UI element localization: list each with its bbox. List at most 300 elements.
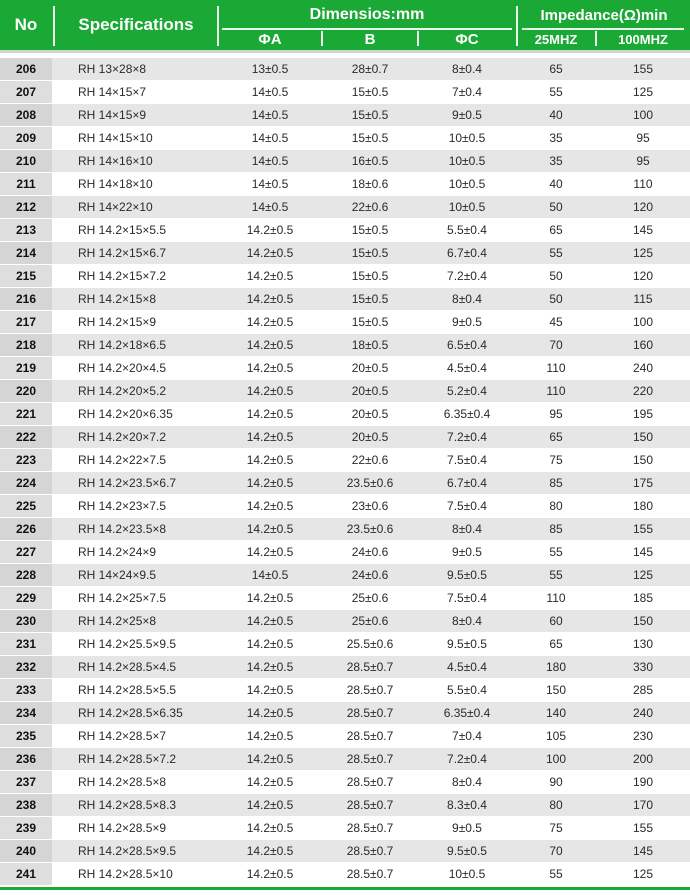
cell-phi-c: 7.5±0.4	[447, 453, 487, 467]
cell-phi-c: 8±0.4	[452, 62, 482, 76]
cell-no: 236	[0, 748, 52, 770]
cell-b: 15±0.5	[351, 269, 389, 283]
cell-phi-a: 14.2±0.5	[246, 384, 294, 398]
cell-phi-a: 14.2±0.5	[246, 223, 294, 237]
cell-b: 28.5±0.7	[346, 775, 394, 789]
cell-b: 22±0.6	[351, 453, 389, 467]
table-row	[0, 242, 690, 265]
cell-specification: RH 14.2×28.5×6.35	[78, 706, 183, 720]
cell-no: 221	[0, 403, 52, 425]
cell-b: 28.5±0.7	[346, 798, 394, 812]
cell-impedance-25mhz: 55	[549, 568, 563, 582]
cell-specification: RH 14.2×15×8	[78, 292, 157, 306]
cell-specification: RH 14.2×15×6.7	[78, 246, 167, 260]
cell-impedance-25mhz: 100	[545, 752, 567, 766]
cell-b: 28±0.7	[351, 62, 389, 76]
cell-impedance-25mhz: 85	[549, 522, 563, 536]
cell-phi-a: 14.2±0.5	[246, 683, 294, 697]
cell-b: 28.5±0.7	[346, 729, 394, 743]
cell-impedance-25mhz: 75	[549, 453, 563, 467]
cell-impedance-25mhz: 50	[549, 200, 563, 214]
cell-no: 234	[0, 702, 52, 724]
cell-phi-a: 14.2±0.5	[246, 499, 294, 513]
cell-impedance-25mhz: 80	[549, 499, 563, 513]
cell-no: 240	[0, 840, 52, 862]
cell-b: 28.5±0.7	[346, 821, 394, 835]
table-header	[0, 0, 690, 53]
cell-phi-c: 7.5±0.4	[447, 591, 487, 605]
cell-specification: RH 14.2×15×9	[78, 315, 157, 329]
cell-specification: RH 14×15×7	[78, 85, 147, 99]
cell-phi-c: 9±0.5	[452, 545, 482, 559]
cell-b: 25±0.6	[351, 614, 389, 628]
cell-impedance-25mhz: 180	[545, 660, 567, 674]
cell-impedance-25mhz: 110	[546, 591, 566, 605]
cell-phi-a: 14.2±0.5	[246, 292, 294, 306]
cell-specification: RH 14.2×18×6.5	[78, 338, 167, 352]
cell-phi-c: 6.5±0.4	[447, 338, 487, 352]
cell-no: 229	[0, 587, 52, 609]
cell-phi-a: 14.2±0.5	[246, 591, 294, 605]
cell-phi-a: 14±0.5	[251, 108, 289, 122]
cell-no: 218	[0, 334, 52, 356]
table-row	[0, 495, 690, 518]
table-row	[0, 311, 690, 334]
cell-phi-a: 14.2±0.5	[246, 361, 294, 375]
cell-impedance-100mhz: 285	[632, 683, 654, 697]
cell-impedance-25mhz: 80	[549, 798, 563, 812]
cell-phi-a: 14.2±0.5	[246, 821, 294, 835]
cell-b: 23.5±0.6	[346, 476, 394, 490]
cell-phi-a: 14±0.5	[251, 568, 289, 582]
cell-impedance-25mhz: 140	[545, 706, 567, 720]
cell-phi-a: 14.2±0.5	[246, 844, 294, 858]
cell-phi-a: 14±0.5	[251, 85, 289, 99]
table-row	[0, 334, 690, 357]
cell-b: 15±0.5	[351, 223, 389, 237]
cell-impedance-25mhz: 40	[549, 108, 563, 122]
cell-impedance-25mhz: 50	[549, 292, 563, 306]
header-specifications: Specifications	[78, 15, 194, 34]
cell-impedance-25mhz: 150	[545, 683, 567, 697]
cell-impedance-100mhz: 120	[632, 200, 654, 214]
cell-phi-c: 9.5±0.5	[447, 844, 487, 858]
cell-specification: RH 14.2×23.5×6.7	[78, 476, 177, 490]
table-row	[0, 840, 690, 863]
cell-b: 15±0.5	[351, 131, 389, 145]
cell-phi-a: 13±0.5	[251, 62, 289, 76]
cell-no: 215	[0, 265, 52, 287]
cell-b: 15±0.5	[351, 292, 389, 306]
cell-b: 28.5±0.7	[346, 660, 394, 674]
cell-no: 238	[0, 794, 52, 816]
cell-phi-a: 14.2±0.5	[246, 729, 294, 743]
header-b: B	[364, 30, 376, 48]
cell-specification: RH 14.2×20×6.35	[78, 407, 173, 421]
cell-phi-c: 7.5±0.4	[447, 499, 487, 513]
cell-phi-c: 10±0.5	[448, 154, 486, 168]
cell-phi-a: 14±0.5	[251, 177, 289, 191]
table-row	[0, 610, 690, 633]
cell-impedance-100mhz: 180	[632, 499, 654, 513]
cell-phi-a: 14.2±0.5	[246, 614, 294, 628]
cell-phi-a: 14.2±0.5	[246, 315, 294, 329]
cell-phi-c: 9±0.5	[452, 108, 482, 122]
table-row	[0, 656, 690, 679]
cell-phi-a: 14.2±0.5	[246, 637, 294, 651]
cell-specification: RH 13×28×8	[78, 62, 147, 76]
cell-impedance-25mhz: 95	[549, 407, 563, 421]
cell-impedance-25mhz: 35	[549, 154, 563, 168]
cell-no: 227	[0, 541, 52, 563]
cell-phi-c: 8±0.4	[452, 775, 482, 789]
cell-no: 207	[0, 81, 52, 103]
cell-impedance-100mhz: 120	[632, 269, 654, 283]
cell-impedance-100mhz: 170	[632, 798, 654, 812]
table-row	[0, 518, 690, 541]
cell-impedance-100mhz: 155	[632, 62, 654, 76]
cell-impedance-25mhz: 50	[549, 269, 563, 283]
cell-phi-c: 7.2±0.4	[447, 752, 487, 766]
cell-b: 23.5±0.6	[346, 522, 394, 536]
header-no: No	[14, 15, 38, 34]
table-row	[0, 219, 690, 242]
cell-b: 28.5±0.7	[346, 752, 394, 766]
cell-impedance-100mhz: 125	[632, 867, 654, 881]
cell-impedance-25mhz: 60	[549, 614, 563, 628]
cell-phi-c: 6.35±0.4	[443, 706, 491, 720]
cell-phi-c: 10±0.5	[448, 200, 486, 214]
cell-specification: RH 14.2×28.5×10	[78, 867, 173, 881]
cell-impedance-100mhz: 175	[632, 476, 654, 490]
table-footer-bar	[0, 887, 690, 890]
cell-specification: RH 14.2×28.5×8.3	[78, 798, 177, 812]
cell-phi-c: 6.35±0.4	[443, 407, 491, 421]
cell-b: 18±0.5	[351, 338, 389, 352]
cell-b: 28.5±0.7	[346, 844, 394, 858]
cell-no: 223	[0, 449, 52, 471]
cell-phi-a: 14.2±0.5	[246, 867, 294, 881]
cell-no: 233	[0, 679, 52, 701]
table-row	[0, 150, 690, 173]
table-row	[0, 104, 690, 127]
cell-no: 220	[0, 380, 52, 402]
cell-specification: RH 14.2×28.5×7.2	[78, 752, 177, 766]
cell-specification: RH 14.2×28.5×8	[78, 775, 167, 789]
cell-phi-a: 14.2±0.5	[246, 522, 294, 536]
cell-phi-c: 8.3±0.4	[447, 798, 487, 812]
cell-phi-c: 7.2±0.4	[447, 269, 487, 283]
cell-phi-c: 4.5±0.4	[447, 361, 487, 375]
cell-specification: RH 14×15×10	[78, 131, 153, 145]
table-row	[0, 794, 690, 817]
cell-specification: RH 14.2×23×7.5	[78, 499, 167, 513]
cell-impedance-100mhz: 150	[632, 430, 654, 444]
cell-specification: RH 14×18×10	[78, 177, 153, 191]
cell-phi-a: 14.2±0.5	[246, 752, 294, 766]
cell-phi-c: 6.7±0.4	[447, 246, 487, 260]
table-row	[0, 426, 690, 449]
cell-no: 206	[0, 58, 52, 80]
cell-impedance-100mhz: 95	[636, 131, 650, 145]
cell-b: 25±0.6	[351, 591, 389, 605]
cell-no: 219	[0, 357, 52, 379]
table-row	[0, 725, 690, 748]
cell-specification: RH 14.2×28.5×9	[78, 821, 167, 835]
cell-b: 24±0.6	[351, 545, 389, 559]
header-phi-a: ΦA	[258, 30, 282, 48]
cell-phi-a: 14±0.5	[251, 131, 289, 145]
cell-b: 15±0.5	[351, 315, 389, 329]
cell-no: 224	[0, 472, 52, 494]
table-row	[0, 380, 690, 403]
header-dimensions: Dimensios:mm	[309, 6, 425, 23]
cell-impedance-100mhz: 125	[632, 85, 654, 99]
table-row	[0, 633, 690, 656]
cell-impedance-100mhz: 150	[632, 614, 654, 628]
cell-b: 23±0.6	[351, 499, 389, 513]
cell-no: 232	[0, 656, 52, 678]
cell-b: 28.5±0.7	[346, 683, 394, 697]
cell-impedance-100mhz: 240	[632, 361, 654, 375]
table-row	[0, 173, 690, 196]
cell-impedance-100mhz: 125	[632, 568, 654, 582]
cell-specification: RH 14.2×25.5×9.5	[78, 637, 177, 651]
cell-impedance-25mhz: 55	[549, 545, 563, 559]
table-row	[0, 771, 690, 794]
cell-impedance-100mhz: 115	[633, 292, 653, 306]
cell-specification: RH 14.2×28.5×5.5	[78, 683, 177, 697]
cell-phi-c: 6.7±0.4	[447, 476, 487, 490]
cell-no: 212	[0, 196, 52, 218]
table-row	[0, 748, 690, 771]
header-impedance: Impedance(Ω)min	[540, 6, 668, 24]
cell-phi-c: 8±0.4	[452, 522, 482, 536]
cell-b: 28.5±0.7	[346, 706, 394, 720]
cell-no: 214	[0, 242, 52, 264]
cell-phi-c: 8±0.4	[452, 292, 482, 306]
cell-no: 230	[0, 610, 52, 632]
cell-phi-c: 9.5±0.5	[447, 637, 487, 651]
table-row	[0, 541, 690, 564]
cell-specification: RH 14.2×28.5×9.5	[78, 844, 177, 858]
cell-phi-a: 14.2±0.5	[246, 798, 294, 812]
table-row	[0, 196, 690, 219]
cell-impedance-25mhz: 55	[549, 85, 563, 99]
cell-specification: RH 14.2×25×7.5	[78, 591, 167, 605]
cell-impedance-25mhz: 75	[549, 821, 563, 835]
cell-phi-c: 8±0.4	[452, 614, 482, 628]
table-row	[0, 81, 690, 104]
cell-specification: RH 14.2×20×5.2	[78, 384, 167, 398]
cell-impedance-100mhz: 330	[632, 660, 654, 674]
cell-impedance-25mhz: 65	[549, 223, 563, 237]
cell-impedance-25mhz: 70	[549, 844, 563, 858]
cell-b: 15±0.5	[351, 108, 389, 122]
cell-specification: RH 14.2×25×8	[78, 614, 157, 628]
table-row	[0, 679, 690, 702]
cell-phi-a: 14±0.5	[251, 154, 289, 168]
table-row	[0, 288, 690, 311]
table-row	[0, 58, 690, 81]
cell-phi-a: 14.2±0.5	[246, 338, 294, 352]
cell-impedance-100mhz: 240	[632, 706, 654, 720]
cell-impedance-100mhz: 130	[632, 637, 654, 651]
cell-phi-c: 7±0.4	[452, 85, 482, 99]
cell-no: 209	[0, 127, 52, 149]
table-row	[0, 403, 690, 426]
cell-impedance-100mhz: 195	[632, 407, 654, 421]
cell-impedance-25mhz: 55	[549, 867, 563, 881]
cell-impedance-25mhz: 70	[549, 338, 563, 352]
cell-b: 22±0.6	[351, 200, 389, 214]
cell-b: 20±0.5	[351, 407, 389, 421]
cell-impedance-25mhz: 110	[546, 384, 566, 398]
cell-phi-c: 10±0.5	[448, 867, 486, 881]
cell-phi-c: 9±0.5	[452, 821, 482, 835]
cell-impedance-100mhz: 110	[633, 177, 653, 191]
cell-phi-a: 14.2±0.5	[246, 430, 294, 444]
cell-impedance-100mhz: 145	[632, 545, 654, 559]
cell-impedance-100mhz: 100	[632, 108, 654, 122]
cell-impedance-25mhz: 65	[549, 637, 563, 651]
cell-impedance-100mhz: 220	[632, 384, 654, 398]
cell-impedance-100mhz: 95	[636, 154, 650, 168]
cell-no: 213	[0, 219, 52, 241]
cell-impedance-100mhz: 160	[632, 338, 654, 352]
cell-b: 16±0.5	[351, 154, 389, 168]
header-100mhz: 100MHZ	[618, 31, 668, 47]
cell-no: 216	[0, 288, 52, 310]
cell-impedance-100mhz: 145	[632, 844, 654, 858]
cell-impedance-100mhz: 155	[632, 522, 654, 536]
cell-specification: RH 14×24×9.5	[78, 568, 157, 582]
cell-phi-a: 14.2±0.5	[246, 407, 294, 421]
cell-b: 24±0.6	[351, 568, 389, 582]
cell-no: 211	[0, 173, 52, 195]
cell-impedance-25mhz: 105	[545, 729, 567, 743]
table-row	[0, 564, 690, 587]
cell-phi-a: 14.2±0.5	[246, 453, 294, 467]
cell-no: 241	[0, 863, 52, 885]
cell-impedance-100mhz: 125	[632, 246, 654, 260]
cell-phi-a: 14±0.5	[251, 200, 289, 214]
cell-b: 18±0.6	[351, 177, 389, 191]
cell-no: 222	[0, 426, 52, 448]
cell-phi-a: 14.2±0.5	[246, 545, 294, 559]
cell-impedance-25mhz: 40	[549, 177, 563, 191]
cell-impedance-100mhz: 200	[632, 752, 654, 766]
cell-impedance-25mhz: 110	[546, 361, 566, 375]
cell-b: 28.5±0.7	[346, 867, 394, 881]
cell-phi-a: 14.2±0.5	[246, 476, 294, 490]
cell-b: 20±0.5	[351, 384, 389, 398]
cell-specification: RH 14.2×28.5×7	[78, 729, 167, 743]
table-row	[0, 587, 690, 610]
cell-impedance-100mhz: 230	[632, 729, 654, 743]
cell-phi-c: 7±0.4	[452, 729, 482, 743]
cell-impedance-25mhz: 65	[549, 62, 563, 76]
cell-impedance-25mhz: 85	[549, 476, 563, 490]
cell-specification: RH 14.2×28.5×4.5	[78, 660, 177, 674]
table-row	[0, 863, 690, 886]
cell-phi-c: 9.5±0.5	[447, 568, 487, 582]
cell-specification: RH 14.2×15×5.5	[78, 223, 167, 237]
cell-phi-c: 10±0.5	[448, 131, 486, 145]
cell-specification: RH 14.2×20×7.2	[78, 430, 167, 444]
cell-specification: RH 14×16×10	[78, 154, 153, 168]
header-phi-c: ΦC	[455, 30, 479, 48]
cell-no: 208	[0, 104, 52, 126]
table-row	[0, 127, 690, 150]
cell-phi-c: 5.5±0.4	[447, 223, 487, 237]
cell-no: 225	[0, 495, 52, 517]
cell-no: 231	[0, 633, 52, 655]
cell-no: 237	[0, 771, 52, 793]
cell-phi-a: 14.2±0.5	[246, 246, 294, 260]
header-divider	[53, 6, 55, 46]
cell-specification: RH 14×22×10	[78, 200, 153, 214]
cell-no: 217	[0, 311, 52, 333]
table-row	[0, 449, 690, 472]
cell-impedance-100mhz: 100	[632, 315, 654, 329]
cell-phi-c: 4.5±0.4	[447, 660, 487, 674]
cell-phi-c: 9±0.5	[452, 315, 482, 329]
table-row	[0, 817, 690, 840]
cell-phi-c: 7.2±0.4	[447, 430, 487, 444]
cell-impedance-100mhz: 185	[632, 591, 654, 605]
cell-impedance-25mhz: 55	[549, 246, 563, 260]
cell-impedance-25mhz: 65	[549, 430, 563, 444]
cell-phi-c: 10±0.5	[448, 177, 486, 191]
cell-impedance-25mhz: 45	[549, 315, 563, 329]
cell-specification: RH 14×15×9	[78, 108, 147, 122]
cell-specification: RH 14.2×22×7.5	[78, 453, 167, 467]
cell-no: 226	[0, 518, 52, 540]
cell-no: 235	[0, 725, 52, 747]
table-row	[0, 265, 690, 288]
cell-no: 228	[0, 564, 52, 586]
cell-phi-a: 14.2±0.5	[246, 775, 294, 789]
cell-specification: RH 14.2×24×9	[78, 545, 157, 559]
cell-b: 25.5±0.6	[346, 637, 394, 651]
cell-no: 239	[0, 817, 52, 839]
cell-impedance-25mhz: 35	[549, 131, 563, 145]
cell-phi-a: 14.2±0.5	[246, 269, 294, 283]
cell-impedance-100mhz: 155	[632, 821, 654, 835]
cell-phi-c: 5.5±0.4	[447, 683, 487, 697]
cell-b: 15±0.5	[351, 246, 389, 260]
cell-b: 20±0.5	[351, 430, 389, 444]
cell-phi-a: 14.2±0.5	[246, 660, 294, 674]
cell-impedance-100mhz: 150	[632, 453, 654, 467]
table-row	[0, 357, 690, 380]
cell-impedance-100mhz: 190	[632, 775, 654, 789]
cell-b: 15±0.5	[351, 85, 389, 99]
cell-impedance-100mhz: 145	[632, 223, 654, 237]
cell-specification: RH 14.2×15×7.2	[78, 269, 167, 283]
cell-specification: RH 14.2×23.5×8	[78, 522, 167, 536]
cell-specification: RH 14.2×20×4.5	[78, 361, 167, 375]
table-body	[0, 58, 690, 886]
table-row	[0, 472, 690, 495]
cell-no: 210	[0, 150, 52, 172]
header-25mhz: 25MHZ	[534, 31, 578, 47]
table-row	[0, 702, 690, 725]
cell-impedance-25mhz: 90	[549, 775, 563, 789]
cell-phi-c: 5.2±0.4	[447, 384, 487, 398]
cell-b: 20±0.5	[351, 361, 389, 375]
